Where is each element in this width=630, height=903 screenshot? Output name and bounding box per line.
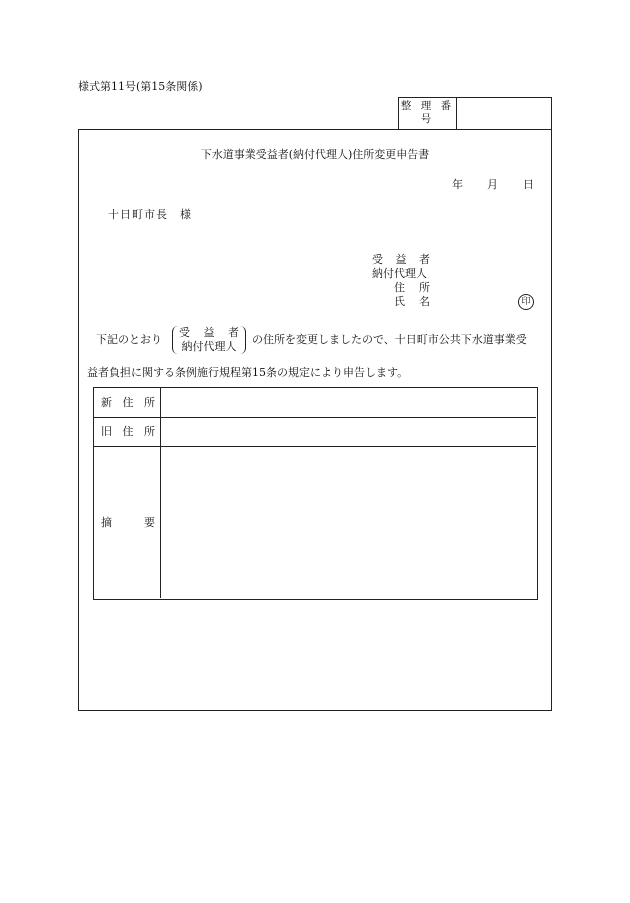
char: 新 [101,395,112,409]
body-lead-text: 下記のとおり [96,333,162,346]
form-title: 下水道事業受益者(納付代理人)住所変更申告書 [200,148,430,161]
table-row-old-address [94,418,536,447]
char: 住 [122,425,134,438]
body-text-rest: の住所を変更しましたので、十日町市公共下水道事業受 [252,333,527,346]
char: 要 [144,515,155,529]
signature-address-label [394,281,430,295]
addressee: 十日町市長 様 [108,208,192,221]
char: 受 [179,326,190,339]
char: 氏 [394,295,405,308]
date-month-label: 月 [487,178,498,191]
char: 者 [228,326,239,339]
reference-label-line1: 整 理 番 [400,100,455,112]
char: 摘 [101,515,112,529]
reference-number-label [399,98,457,130]
body-brace-group [172,326,246,354]
date-year-label: 年 [452,178,463,191]
body-text-line2: 益者負担に関する条例施行規程第15条の規定により申告します。 [87,366,409,379]
table-label-cell [94,418,161,446]
char: 所 [144,395,155,409]
char: 受 [372,253,383,266]
char: 旧 [101,425,112,438]
table-row-new-address [94,388,536,418]
brace-line2: 納付代理人 [181,340,237,353]
char: 益 [395,253,407,266]
date-day-label: 日 [523,178,534,191]
signature-agent-label: 納付代理人 [372,267,427,280]
table-label-cell [94,447,161,598]
signature-beneficiary-label [372,253,430,267]
signature-name-label [394,295,430,309]
char: 者 [419,253,430,266]
remarks-label [101,516,155,530]
remarks-field[interactable] [161,447,536,598]
char: 住 [122,395,134,409]
char: 所 [144,425,155,438]
reference-number-box [398,97,552,129]
table-label-cell [94,388,161,417]
reference-label-line2: 号 [420,113,435,125]
details-table [93,387,538,600]
char: 住 [394,281,405,294]
table-row-remarks [94,447,536,598]
char: 所 [419,281,430,294]
reference-number-field[interactable] [457,98,552,130]
new-address-field[interactable] [161,388,536,417]
char: 益 [203,326,215,339]
old-address-label [101,425,155,439]
seal-mark: 印 [518,294,534,310]
old-address-field[interactable] [161,418,536,446]
form-number: 様式第11号(第15条関係) [78,80,203,93]
char: 名 [419,295,430,308]
new-address-label [101,396,155,410]
brace-line1 [173,326,245,340]
